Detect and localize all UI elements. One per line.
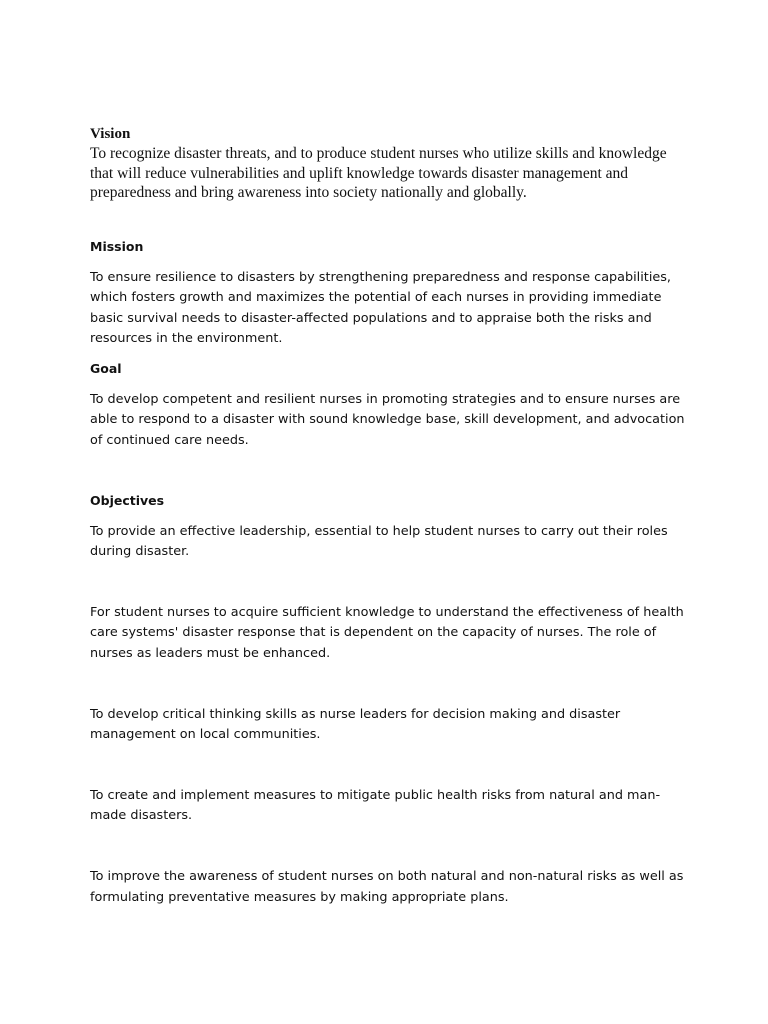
mission-text: To ensure resilience to disasters by strengthening preparedness and response capabilities, which fosters growth and maximizes the potential of each nurses in providing immediate basic survival needs to disaster-affected populations and to appraise both the risks and resources in the environment.	[90, 269, 671, 347]
goal-text: To develop competent and resilient nurses in promoting strategies and to ensure nurses are able to respond to a disaster with sound knowledge base, skill development, and advocation of continued care needs.	[90, 391, 685, 449]
document-page	[90, 124, 690, 908]
objective-item-1: To provide an effective leadership, essential to help student nurses to carry out their roles during disaster.	[90, 523, 668, 560]
objective-item-2: For student nurses to acquire sufficient knowledge to understand the effectiveness of health care systems' disaster response that is dependent on the capacity of nurses. The role of nurses as leaders must be enhanced.	[90, 604, 684, 662]
objective-item-5: To improve the awareness of student nurses on both natural and non-natural risks as well as formulating preventative measures by making appropriate plans.	[90, 869, 684, 905]
objective-item-4: To create and implement measures to mitigate public health risks from natural and man-made disasters.	[90, 787, 661, 824]
vision-text: To recognize disaster threats, and to produce student nurses who utilize skills and knowledge that will reduce vulnerabilities and uplift knowledge towards disaster management and preparedness and bring awareness into society nationally and globally.	[90, 145, 667, 201]
mission-heading: Mission	[90, 238, 144, 254]
objectives-heading: Objectives	[90, 492, 165, 508]
objective-item-3: To develop critical thinking skills as nurse leaders for decision making and disaster management on local communities.	[90, 706, 621, 743]
vision-heading: Vision	[90, 126, 131, 142]
goal-heading: Goal	[90, 360, 122, 376]
